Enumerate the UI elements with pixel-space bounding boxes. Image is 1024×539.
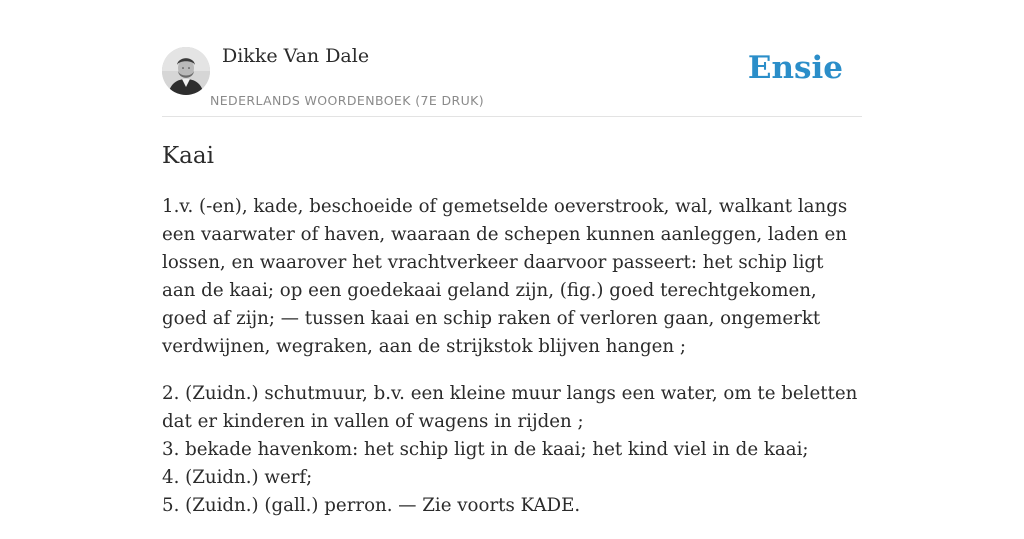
definition-line-2: 2. (Zuidn.) schutmuur, b.v. een kleine muur langs een water, om te beletten dat er kinderen in vallen of wagens in rijden ;	[162, 383, 858, 432]
ensie-logo[interactable]: Ensie	[747, 50, 843, 86]
definition-paragraph-1: 1.v. (-en), kade, beschoeide of gemetselde oeverstrook, wal, walkant langs een vaarwater of haven, waaraan de schepen kunnen aanleggen, laden en lossen, en waarover het vrachtverkeer daarvoor passeert: het schip ligt aan de kaai; op een goedekaai geland zijn, (fig.) goed terechtgekomen, goed af zijn; — tussen kaai en schip raken of verloren gaan, ongemerkt verdwijnen, wegraken, aan de strijkstok blijven hangen ;	[162, 196, 848, 357]
page	[162, 0, 862, 539]
entry-title: Kaai	[162, 143, 214, 169]
definition-paragraph-2	[162, 380, 862, 520]
author-avatar[interactable]	[162, 47, 210, 95]
definition-line-4: 4. (Zuidn.) werf;	[162, 467, 313, 488]
author-name[interactable]: Dikke Van Dale	[222, 45, 370, 67]
definition-line-5: 5. (Zuidn.) (gall.) perron. — Zie voorts KADE.	[162, 495, 581, 516]
header	[162, 0, 862, 117]
source-title[interactable]: NEDERLANDS WOORDENBOEK (7E DRUK)	[210, 93, 485, 108]
portrait-image	[162, 47, 210, 95]
definition-body	[162, 193, 862, 520]
definition-line-3: 3. bekade havenkom: het schip ligt in de kaai; het kind viel in de kaai;	[162, 439, 809, 460]
